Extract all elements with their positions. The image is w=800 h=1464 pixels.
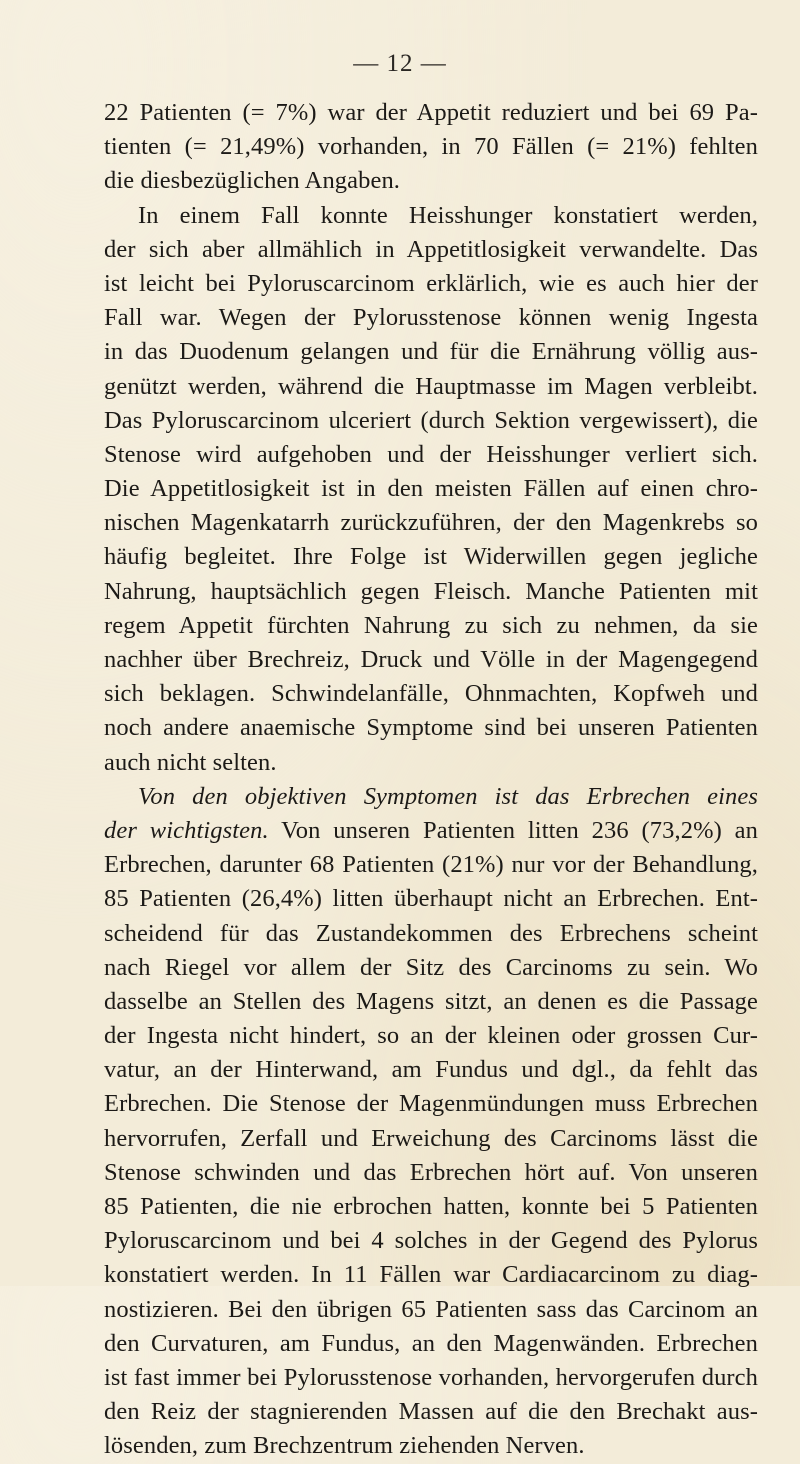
text-line: der sich aber allmählich in Appetitlosigkeit verwandelte. Das: [104, 235, 758, 263]
text-line-mixed: [104, 814, 758, 848]
text-line: Stenose schwinden und das Erbrechen hört auf. Von unseren: [104, 1158, 758, 1186]
text-line: auch nicht selten.: [104, 748, 277, 776]
text-line: häufig begleitet. Ihre Folge ist Widerwillen gegen jegliche: [104, 543, 758, 571]
plain-phrase: Von unseren Patienten litten 236 (73,2%) an: [281, 816, 758, 844]
text-line: Erbrechen. Die Stenose der Magenmündungen muss Erbrechen: [104, 1090, 758, 1118]
text-line: 85 Patienten (26,4%) litten überhaupt nicht an Erbrechen. Ent-: [104, 885, 758, 913]
text-line: ist fast immer bei Pylorusstenose vorhanden, hervorgerufen durch: [104, 1363, 758, 1391]
text-line: scheidend für das Zustandekommen des Erbrechens scheint: [104, 919, 758, 947]
text-line: den Curvaturen, am Fundus, an den Magenwänden. Erbrechen: [104, 1329, 758, 1357]
text-line: tienten (= 21,49%) vorhanden, in 70 Fällen (= 21%) fehlten: [104, 133, 758, 161]
text-line: vatur, an der Hinterwand, am Fundus und dgl., da fehlt das: [104, 1056, 758, 1084]
text-line: nostizieren. Bei den übrigen 65 Patienten sass das Carcinom an: [104, 1295, 758, 1323]
text-line: sich beklagen. Schwindelanfälle, Ohnmachten, Kopfweh und: [104, 680, 758, 708]
text-line: Die Appetitlosigkeit ist in den meisten Fällen auf einen chro-: [104, 475, 758, 503]
italic-phrase: der wichtigsten.: [104, 816, 269, 844]
text-line: 85 Patienten, die nie erbrochen hatten, konnte bei 5 Patienten: [104, 1193, 758, 1220]
text-line: Erbrechen, darunter 68 Patienten (21%) nur vor der Behandlung,: [104, 851, 758, 879]
body-text: [104, 96, 758, 1464]
page-number: — 12 —: [353, 50, 447, 77]
text-line: Fall war. Wegen der Pylorusstenose können wenig Ingesta: [104, 304, 758, 332]
text-line: Nahrung, hauptsächlich gegen Fleisch. Manche Patienten mit: [104, 577, 758, 605]
text-line: 22 Patienten (= 7%) war der Appetit reduziert und bei 69 Pa-: [104, 99, 758, 126]
text-line: dasselbe an Stellen des Magens sitzt, an denen es die Passage: [104, 987, 758, 1015]
text-line: Stenose wird aufgehoben und der Heisshunger verliert sich.: [104, 440, 758, 468]
text-line: genützt werden, während die Hauptmasse im Magen verbleibt.: [104, 372, 758, 400]
text-line: lösenden, zum Brechzentrum ziehenden Nerven.: [104, 1432, 585, 1460]
text-line: Pyloruscarcinom und bei 4 solches in der Gegend des Pylorus: [104, 1227, 758, 1255]
text-line: in das Duodenum gelangen und für die Ernährung völlig aus-: [104, 338, 758, 366]
text-line: konstatiert werden. In 11 Fällen war Cardiacarcinom zu diag-: [104, 1261, 758, 1289]
text-line: der Ingesta nicht hindert, so an der kleinen oder grossen Cur-: [104, 1022, 758, 1050]
text-line-italic: Von den objektiven Symptomen ist das Erbrechen eines: [138, 782, 758, 810]
text-line: den Reiz der stagnierenden Massen auf die den Brechakt aus-: [104, 1398, 758, 1426]
text-line: regem Appetit fürchten Nahrung zu sich zu nehmen, da sie: [104, 611, 758, 639]
text-line: nach Riegel vor allem der Sitz des Carcinoms zu sein. Wo: [104, 953, 758, 981]
text-line: hervorrufen, Zerfall und Erweichung des Carcinoms lässt die: [104, 1124, 758, 1152]
text-line: ist leicht bei Pyloruscarcinom erklärlich, wie es auch hier der: [104, 269, 758, 297]
text-line: die diesbezüglichen Angaben.: [104, 167, 401, 195]
text-line: nachher über Brechreiz, Druck und Völle in der Magengegend: [104, 646, 758, 673]
text-line: In einem Fall konnte Heisshunger konstatiert werden,: [138, 201, 758, 229]
text-line: Das Pyloruscarcinom ulceriert (durch Sektion vergewissert), die: [104, 406, 758, 434]
text-line: noch andere anaemische Symptome sind bei unseren Patienten: [104, 714, 758, 742]
text-line: nischen Magenkatarrh zurückzuführen, der den Magenkrebs so: [104, 509, 758, 537]
